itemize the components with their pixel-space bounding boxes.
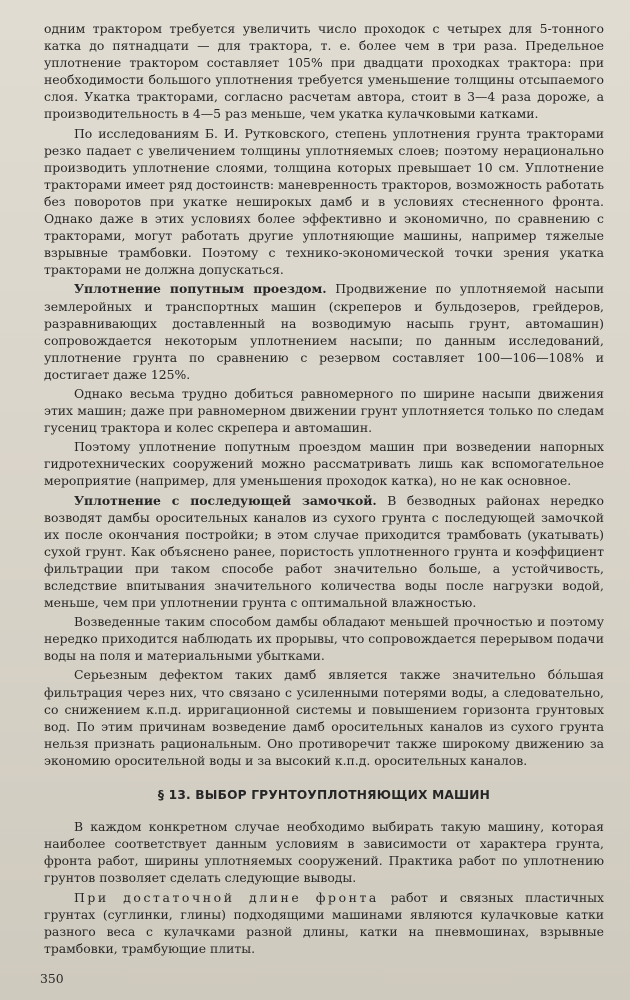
- spaced-emphasis: При достаточной длине фронта: [74, 889, 379, 905]
- runin-passing-compaction: Уплотнение попутным проездом.: [74, 281, 327, 297]
- paragraph-compaction-with-soaking: [44, 492, 604, 612]
- paragraph-uneven-movement: Однако весьма трудно добиться равномерного по ширине насыпи движения этих машин; даже при равномерном движении грунт уплотняется только по следам гусениц трактора и колес скрепера и автомашин.: [44, 385, 604, 436]
- page-number: 350: [40, 971, 64, 986]
- paragraph-auxiliary-measure: Поэтому уплотнение попутным проездом машин при возведении напорных гидротехнических сооружений можно рассматривать лишь как вспомогательное мероприятие (например, для уменьшения проходок катка), но не как основное.: [44, 439, 604, 489]
- runin-compaction-with-soaking: Уплотнение с последующей замочкой.: [74, 492, 377, 508]
- section-heading: § 13. ВЫБОР ГРУНТОУПЛОТНЯЮЩИХ МАШИН: [157, 788, 491, 803]
- paragraph-passing-compaction: [44, 280, 604, 383]
- paragraph-long-front: [44, 889, 604, 957]
- passing-compaction-text: Продвижение по уплотняемой насыпи землеройных и транспортных машин (скреперов и бульдозеров, грейдеров, разравнивающих доставленный на возводимую насыпь грунт, автомашин) сопровождается некоторым уплотнением насыпи; по данным исследований, уплотнение грунта по сравнению с резервом составляет 100—106—108% и достигает даже 125%.: [44, 281, 604, 382]
- paragraph-tractor-passes: одним трактором требуется увеличить число проходок с четырех для 5-тонного катка до пятнадцати — для трактора, т. е. более чем в три раза. Предельное уплотнение трактором составляет 105% при двадцати проходках трактора: при необходимости большого уплотнения требуется уменьшение толщины отсыпаемого слоя. Укатка тракторами, согласно расчетам автора, стоит в 3—4 раза дороже, а производительность в 4—5 раз меньше, чем укатка кулачковыми катками.: [44, 21, 604, 122]
- compaction-with-soaking-text: В безводных районах нередко возводят дамбы оросительных каналов из сухого грунта с последующей замочкой их после окончания постройки; в этом случае приходится трамбовать (укатывать) сухой грунт. Как объяснено ранее, пористость уплотненного грунта и коэффициент фильтрации при таком способе работ значительно больше, а устойчивость, вследствие впитывания значительного количества воды после нагрузки водой, меньше, чем при уплотнении грунта с оптимальной влажностью.: [44, 492, 604, 611]
- long-front-text: работ и связных пластичных грунтах (суглинки, глины) подходящими машинами являются кулачковые катки разного веса с кулачками разной длины, катки на пневмошинах, взрывные трамбовки, трамбующие плиты.: [44, 889, 605, 956]
- paragraph-filtration-defect: Серьезным дефектом таких дамб является также значительно бо́льшая фильтрация через них, что связано с усиленными потерями воды, а следовательно, со снижением к.п.д. ирригационной системы и повышением горизонта грунтовых вод. По этим причинам возведение дамб оросительных каналов из сухого грунта нельзя признать рациональным. Оно противоречит также широкому движению за экономию оросительной воды и за высокий к.п.д. оросительных каналов.: [44, 667, 604, 768]
- paragraph-dam-strength: Возведенные таким способом дамбы обладают меньшей прочностью и поэтому нередко приходится наблюдать их прорывы, что сопровождается перерывом подачи воды на поля и материальными убытками.: [44, 614, 604, 664]
- paragraph-rutkovsky: По исследованиям Б. И. Рутковского, степень уплотнения грунта тракторами резко падает с увеличением толщины уплотняемых слоев; поэтому нерационально производить уплотнение слоями, толщина которых превышает 10 см. Уплотнение тракторами имеет ряд достоинств: маневренность тракторов, возможность работать без поворотов при укатке неширокых дамб и в условиях стесненного фронта. Однако даже в этих условиях более эффективно и экономично, по сравнению с тракторами, могут работать другие уплотняющие машины, например тяжелые взрывные трамбовки. Поэтому с технико-экономической точки зрения укатка тракторами не должна допускаться.: [44, 125, 604, 278]
- page-content: [44, 20, 604, 957]
- paragraph-machine-selection: В каждом конкретном случае необходимо выбирать такую машину, которая наиболее соответствует данным условиям в зависимости от характера грунта, фронта работ, ширины уплотняемых сооружений. Практика работ по уплотнению грунтов позволяет сделать следующие выводы.: [44, 819, 604, 886]
